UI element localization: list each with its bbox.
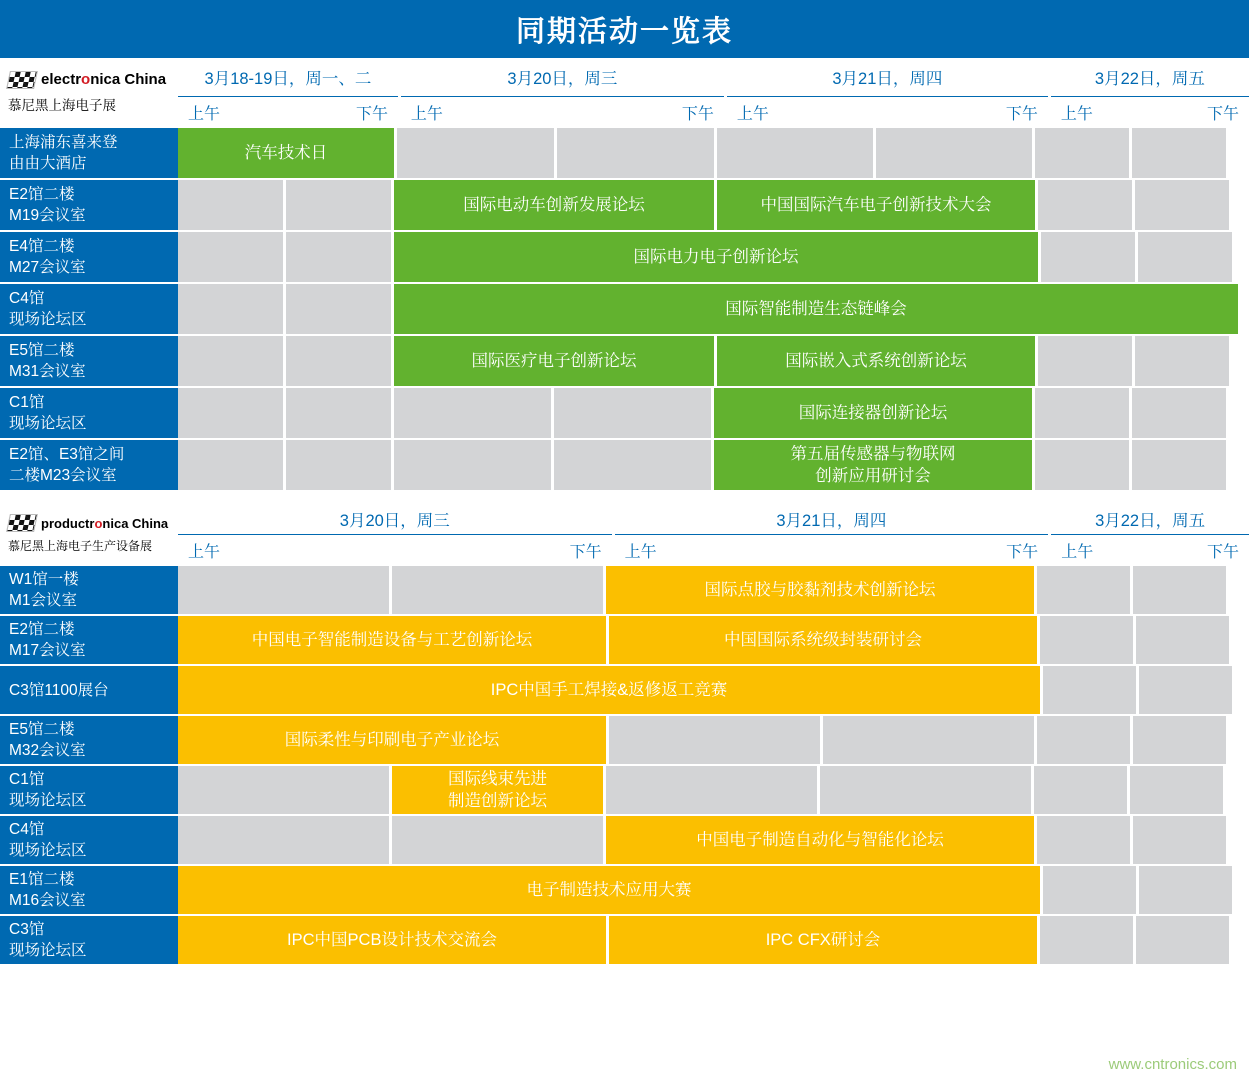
empty-slot	[557, 128, 717, 180]
room-label-line: 现场论坛区	[9, 792, 87, 809]
empty-slot	[178, 232, 286, 284]
room-label-line: E2馆二楼	[9, 621, 75, 638]
event-title-line: 国际智能制造生态链峰会	[725, 300, 907, 318]
room-label-line: C3馆1100展台	[9, 681, 109, 699]
afternoon-label: 下午	[1206, 544, 1239, 561]
date-label: 3月22日，周五	[1051, 58, 1249, 96]
date-label: 3月22日，周五	[1051, 504, 1249, 534]
event-cell[interactable]	[178, 866, 1043, 916]
event-cell[interactable]	[609, 916, 1040, 966]
event-cell[interactable]	[178, 666, 1043, 716]
empty-slot	[1037, 816, 1133, 866]
room-label	[0, 336, 178, 388]
room-label	[0, 388, 178, 440]
session-labels	[615, 534, 1049, 564]
brand-name: electronica China	[41, 71, 167, 88]
empty-slot	[606, 766, 820, 816]
room-label	[0, 232, 178, 284]
page-title-text: 同期活动一览表	[515, 15, 733, 48]
date-column-header	[615, 504, 1049, 566]
empty-slot	[1138, 232, 1235, 284]
event-title-line: 国际医疗电子创新论坛	[471, 352, 637, 370]
brand-name: productronica China	[41, 515, 169, 531]
empty-slot	[1135, 180, 1232, 232]
room-label-line: 现场论坛区	[9, 311, 87, 328]
room-label-line: M32会议室	[9, 742, 86, 759]
event-cell[interactable]	[394, 284, 1241, 336]
electronica-schedule-table	[0, 58, 1249, 492]
date-column-header	[401, 58, 724, 128]
table-row	[0, 816, 1249, 866]
event-title-line: 国际点胶与胶黏剂技术创新论坛	[704, 581, 936, 599]
room-label-line: C1馆	[9, 771, 45, 788]
morning-label: 上午	[188, 544, 221, 561]
empty-slot	[609, 716, 823, 766]
room-label-line: 上海浦东喜来登	[9, 134, 118, 151]
empty-slot	[1040, 916, 1136, 966]
event-title-line: 汽车技术日	[244, 144, 328, 162]
room-label-line: 现场论坛区	[9, 415, 87, 432]
event-cell[interactable]	[178, 128, 397, 180]
table-row	[0, 766, 1249, 816]
event-cell[interactable]	[394, 336, 717, 388]
event-title-line: 国际连接器创新论坛	[798, 404, 948, 422]
event-cell[interactable]	[178, 616, 609, 666]
checkered-flag-icon	[6, 71, 38, 89]
empty-slot	[1037, 566, 1133, 616]
table-row	[0, 128, 1249, 180]
event-title-line: 中国电子制造自动化与智能化论坛	[696, 831, 944, 849]
table-row	[0, 866, 1249, 916]
date-column-header	[727, 58, 1048, 128]
event-title-line: 国际柔性与印刷电子产业论坛	[284, 731, 500, 749]
empty-slot	[178, 336, 286, 388]
empty-slot	[394, 388, 554, 440]
empty-slot	[394, 440, 554, 492]
date-column-header	[178, 504, 612, 566]
empty-slot	[286, 284, 394, 336]
table-row	[0, 336, 1249, 388]
afternoon-label: 下午	[569, 544, 602, 561]
event-title-line: IPC中国PCB设计技术交流会	[287, 931, 497, 949]
empty-slot	[1135, 336, 1232, 388]
empty-slot	[178, 440, 286, 492]
table-row	[0, 916, 1249, 966]
empty-slot	[178, 180, 286, 232]
date-label: 3月21日，周四	[615, 504, 1049, 534]
room-label	[0, 566, 178, 616]
event-title-line: 中国电子智能制造设备与工艺创新论坛	[251, 631, 533, 649]
room-label	[0, 616, 178, 666]
empty-slot	[1035, 128, 1132, 180]
empty-slot	[1132, 440, 1229, 492]
event-title-line: 电子制造技术应用大赛	[526, 881, 692, 899]
empty-slot	[178, 388, 286, 440]
morning-label: 上午	[624, 544, 657, 561]
empty-slot	[286, 440, 394, 492]
room-label-line: E4馆二楼	[9, 238, 75, 255]
room-label-line: E2馆、E3馆之间	[9, 446, 125, 463]
event-cell[interactable]	[609, 616, 1040, 666]
empty-slot	[286, 180, 394, 232]
empty-slot	[178, 566, 392, 616]
event-title-line: 中国国际汽车电子创新技术大会	[760, 196, 992, 214]
morning-label: 上午	[410, 106, 443, 123]
empty-slot	[286, 336, 394, 388]
room-label-line: W1馆一楼	[9, 571, 79, 588]
empty-slot	[1038, 180, 1135, 232]
productronica-schedule-table	[0, 504, 1249, 966]
brand-subtitle: 慕尼黑上海电子展	[8, 97, 116, 113]
room-label	[0, 816, 178, 866]
empty-slot	[717, 128, 876, 180]
date-column-header	[1051, 504, 1249, 566]
event-cell[interactable]	[394, 232, 1041, 284]
room-label-line: C4馆	[9, 290, 45, 307]
empty-slot	[1133, 716, 1229, 766]
room-label-line: 由由大酒店	[9, 155, 87, 172]
room-label-line: M31会议室	[9, 363, 86, 380]
table-row	[0, 566, 1249, 616]
room-label-line: M27会议室	[9, 259, 86, 276]
room-label-line: 现场论坛区	[9, 942, 87, 959]
empty-slot	[1136, 616, 1232, 666]
event-cell[interactable]	[178, 716, 609, 766]
empty-slot	[1132, 388, 1229, 440]
empty-slot	[397, 128, 557, 180]
date-label: 3月18-19日，周一、二	[178, 58, 398, 96]
empty-slot	[1034, 766, 1130, 816]
empty-slot	[178, 766, 392, 816]
room-label-line: 二楼M23会议室	[9, 467, 117, 484]
empty-slot	[1133, 566, 1229, 616]
section2-brand-logo	[0, 504, 178, 566]
event-title-line: IPC中国手工焊接&返修返工竞赛	[490, 681, 728, 699]
room-label	[0, 440, 178, 492]
room-label-line: E1馆二楼	[9, 871, 75, 888]
checkered-flag-icon	[6, 514, 38, 532]
empty-slot	[1038, 336, 1135, 388]
section1-header-row	[0, 58, 1249, 128]
afternoon-label: 下午	[1206, 106, 1239, 123]
session-labels	[1051, 96, 1249, 126]
room-label	[0, 866, 178, 916]
empty-slot	[1133, 816, 1229, 866]
table-row	[0, 616, 1249, 666]
afternoon-label: 下午	[1006, 544, 1039, 561]
empty-slot	[554, 440, 714, 492]
event-title-line: 国际线束先进	[448, 770, 547, 788]
event-cell[interactable]	[717, 336, 1038, 388]
room-label-line: E5馆二楼	[9, 721, 75, 738]
event-title-line: 国际电力电子创新论坛	[633, 248, 799, 266]
empty-slot	[1041, 232, 1138, 284]
room-label	[0, 766, 178, 816]
morning-label: 上午	[1061, 544, 1094, 561]
section2-header-row	[0, 504, 1249, 566]
table-row	[0, 716, 1249, 766]
empty-slot	[1132, 128, 1229, 180]
empty-slot	[392, 816, 606, 866]
event-cell[interactable]	[392, 766, 606, 816]
room-label-line: C3馆	[9, 921, 45, 938]
session-labels	[401, 96, 724, 126]
empty-slot	[286, 388, 394, 440]
room-label-line: C1馆	[9, 394, 45, 411]
event-cell[interactable]	[717, 180, 1038, 232]
table-row	[0, 388, 1249, 440]
session-labels	[1051, 534, 1249, 564]
empty-slot	[823, 716, 1037, 766]
event-cell[interactable]	[178, 916, 609, 966]
empty-slot	[1136, 916, 1232, 966]
empty-slot	[554, 388, 714, 440]
empty-slot	[1130, 766, 1226, 816]
room-label	[0, 284, 178, 336]
table-row	[0, 232, 1249, 284]
room-label-line: C4馆	[9, 821, 45, 838]
empty-slot	[1037, 716, 1133, 766]
empty-slot	[1040, 616, 1136, 666]
date-label: 3月20日，周三	[401, 58, 724, 96]
empty-slot	[1139, 866, 1235, 916]
session-labels	[178, 96, 398, 126]
room-label-line: 现场论坛区	[9, 842, 87, 859]
empty-slot	[1035, 388, 1132, 440]
event-cell[interactable]	[606, 816, 1037, 866]
room-label-line: E2馆二楼	[9, 186, 75, 203]
empty-slot	[876, 128, 1035, 180]
event-cell[interactable]	[714, 440, 1035, 492]
empty-slot	[286, 232, 394, 284]
table-row	[0, 180, 1249, 232]
session-labels	[727, 96, 1048, 126]
empty-slot	[1139, 666, 1235, 716]
afternoon-label: 下午	[1005, 106, 1038, 123]
event-title-line: 创新应用研讨会	[815, 467, 931, 485]
empty-slot	[178, 284, 286, 336]
date-label: 3月21日，周四	[727, 58, 1048, 96]
watermark: www.cntronics.com	[1108, 1056, 1237, 1073]
page-title	[0, 0, 1249, 58]
afternoon-label: 下午	[681, 106, 714, 123]
room-label-line: M19会议室	[9, 207, 86, 224]
brand-subtitle: 慕尼黑上海电子生产设备展	[8, 539, 153, 553]
morning-label: 上午	[1060, 106, 1093, 123]
room-label	[0, 716, 178, 766]
room-label	[0, 916, 178, 966]
room-label	[0, 666, 178, 716]
date-column-header	[1051, 58, 1249, 128]
event-title-line: 国际电动车创新发展论坛	[463, 196, 645, 214]
date-label: 3月20日，周三	[178, 504, 612, 534]
room-label	[0, 128, 178, 180]
event-cell[interactable]	[394, 180, 717, 232]
event-cell[interactable]	[714, 388, 1035, 440]
morning-label: 上午	[736, 106, 769, 123]
table-row	[0, 284, 1249, 336]
empty-slot	[820, 766, 1034, 816]
morning-label: 上午	[188, 106, 221, 123]
empty-slot	[1043, 866, 1139, 916]
event-title-line: 第五届传感器与物联网	[790, 445, 956, 463]
event-title-line: 国际嵌入式系统创新论坛	[785, 352, 967, 370]
event-title-line: IPC CFX研讨会	[765, 931, 881, 949]
event-title-line: 中国国际系统级封装研讨会	[724, 631, 922, 649]
table-row	[0, 666, 1249, 716]
event-title-line: 制造创新论坛	[448, 792, 547, 810]
event-cell[interactable]	[606, 566, 1037, 616]
empty-slot	[392, 566, 606, 616]
session-labels	[178, 534, 612, 564]
room-label-line: M17会议室	[9, 642, 86, 659]
room-label-line: M1会议室	[9, 592, 78, 609]
section1-brand-logo	[0, 58, 178, 128]
empty-slot	[1043, 666, 1139, 716]
room-label	[0, 180, 178, 232]
room-label-line: E5馆二楼	[9, 342, 75, 359]
empty-slot	[178, 816, 392, 866]
afternoon-label: 下午	[355, 106, 388, 123]
table-row	[0, 440, 1249, 492]
date-column-header	[178, 58, 398, 128]
empty-slot	[1035, 440, 1132, 492]
section-divider	[0, 492, 1249, 504]
room-label-line: M16会议室	[9, 892, 86, 909]
